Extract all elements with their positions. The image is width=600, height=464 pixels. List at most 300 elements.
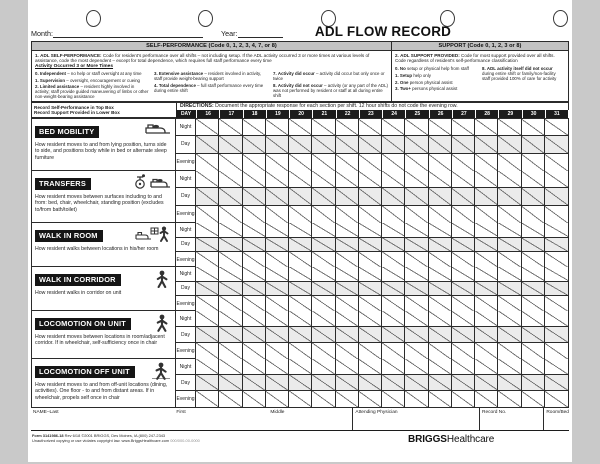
entry-cell[interactable]: [452, 188, 475, 204]
entry-cell[interactable]: [289, 391, 312, 407]
entry-cell[interactable]: [219, 296, 242, 311]
entry-cell[interactable]: [522, 119, 545, 135]
entry-cell[interactable]: [266, 136, 289, 152]
entry-cell[interactable]: [382, 136, 405, 152]
entry-cell[interactable]: [289, 223, 312, 237]
entry-cell[interactable]: [498, 296, 521, 311]
month-input-line[interactable]: [53, 37, 203, 38]
entry-cell[interactable]: [266, 359, 289, 374]
entry-cell[interactable]: [266, 343, 289, 359]
entry-cell[interactable]: [452, 223, 475, 237]
entry-cell[interactable]: [336, 188, 359, 204]
entry-cell[interactable]: [312, 188, 335, 204]
entry-cell[interactable]: [219, 171, 242, 187]
entry-cell[interactable]: [312, 359, 335, 374]
entry-cell[interactable]: [289, 311, 312, 326]
entry-cell[interactable]: [266, 119, 289, 135]
entry-cell[interactable]: [522, 223, 545, 237]
entry-cell[interactable]: [498, 343, 521, 359]
entry-cell[interactable]: [382, 375, 405, 390]
entry-cell[interactable]: [243, 119, 266, 135]
entry-cell[interactable]: [382, 188, 405, 204]
entry-cell[interactable]: [243, 311, 266, 326]
entry-cell[interactable]: [219, 391, 242, 407]
entry-cell[interactable]: [498, 375, 521, 390]
entry-cell[interactable]: [475, 238, 498, 252]
entry-cell[interactable]: [429, 359, 452, 374]
entry-cell[interactable]: [243, 359, 266, 374]
entry-cell[interactable]: [498, 311, 521, 326]
entry-cell[interactable]: [336, 171, 359, 187]
entry-cell[interactable]: [196, 267, 219, 281]
entry-cell[interactable]: [498, 188, 521, 204]
entry-cell[interactable]: [336, 327, 359, 342]
entry-cell[interactable]: [382, 119, 405, 135]
entry-cell[interactable]: [429, 327, 452, 342]
entry-cell[interactable]: [405, 296, 428, 311]
entry-cell[interactable]: [266, 223, 289, 237]
entry-cell[interactable]: [266, 375, 289, 390]
entry-cell[interactable]: [266, 391, 289, 407]
entry-cell[interactable]: [219, 327, 242, 342]
entry-cell[interactable]: [219, 311, 242, 326]
entry-cell[interactable]: [243, 154, 266, 171]
entry-cell[interactable]: [475, 171, 498, 187]
entry-cell[interactable]: [219, 343, 242, 359]
entry-cell[interactable]: [405, 238, 428, 252]
day-header-cell[interactable]: 26: [430, 110, 453, 118]
day-header-cell[interactable]: 24: [383, 110, 406, 118]
entry-cell[interactable]: [545, 343, 568, 359]
entry-cell[interactable]: [336, 359, 359, 374]
day-header-cell[interactable]: 16: [197, 110, 220, 118]
entry-cell[interactable]: [522, 252, 545, 267]
entry-cell[interactable]: [359, 171, 382, 187]
entry-cell[interactable]: [475, 311, 498, 326]
entry-cell[interactable]: [545, 311, 568, 326]
entry-cell[interactable]: [359, 223, 382, 237]
entry-cell[interactable]: [266, 238, 289, 252]
entry-cell[interactable]: [498, 119, 521, 135]
field-name-last[interactable]: [31, 408, 174, 430]
entry-cell[interactable]: [359, 359, 382, 374]
entry-cell[interactable]: [452, 119, 475, 135]
entry-cell[interactable]: [289, 171, 312, 187]
entry-cell[interactable]: [196, 327, 219, 342]
entry-cell[interactable]: [475, 119, 498, 135]
entry-cell[interactable]: [522, 154, 545, 171]
entry-cell[interactable]: [522, 136, 545, 152]
entry-cell[interactable]: [312, 391, 335, 407]
entry-cell[interactable]: [289, 119, 312, 135]
entry-cell[interactable]: [359, 188, 382, 204]
entry-cell[interactable]: [359, 327, 382, 342]
entry-cell[interactable]: [266, 154, 289, 171]
entry-cell[interactable]: [312, 136, 335, 152]
entry-cell[interactable]: [429, 136, 452, 152]
entry-cell[interactable]: [545, 206, 568, 223]
entry-cell[interactable]: [336, 296, 359, 311]
entry-cell[interactable]: [429, 238, 452, 252]
entry-cell[interactable]: [196, 359, 219, 374]
entry-cell[interactable]: [289, 327, 312, 342]
entry-cell[interactable]: [429, 206, 452, 223]
entry-cell[interactable]: [475, 282, 498, 296]
entry-cell[interactable]: [219, 375, 242, 390]
entry-cell[interactable]: [336, 238, 359, 252]
entry-cell[interactable]: [545, 238, 568, 252]
entry-cell[interactable]: [243, 136, 266, 152]
entry-cell[interactable]: [522, 188, 545, 204]
entry-cell[interactable]: [312, 282, 335, 296]
entry-cell[interactable]: [359, 119, 382, 135]
entry-cell[interactable]: [475, 359, 498, 374]
entry-cell[interactable]: [243, 238, 266, 252]
entry-cell[interactable]: [498, 238, 521, 252]
entry-cell[interactable]: [475, 154, 498, 171]
entry-cell[interactable]: [452, 327, 475, 342]
entry-cell[interactable]: [545, 154, 568, 171]
entry-cell[interactable]: [196, 223, 219, 237]
field-room-bed[interactable]: [543, 408, 569, 430]
entry-cell[interactable]: [382, 171, 405, 187]
entry-cell[interactable]: [359, 311, 382, 326]
entry-cell[interactable]: [359, 391, 382, 407]
entry-cell[interactable]: [243, 343, 266, 359]
entry-cell[interactable]: [429, 171, 452, 187]
entry-cell[interactable]: [219, 359, 242, 374]
entry-cell[interactable]: [475, 188, 498, 204]
entry-cell[interactable]: [289, 282, 312, 296]
entry-cell[interactable]: [429, 296, 452, 311]
entry-cell[interactable]: [498, 391, 521, 407]
entry-cell[interactable]: [498, 223, 521, 237]
entry-cell[interactable]: [196, 154, 219, 171]
entry-cell[interactable]: [266, 206, 289, 223]
entry-cell[interactable]: [312, 327, 335, 342]
entry-cell[interactable]: [289, 188, 312, 204]
entry-cell[interactable]: [266, 296, 289, 311]
field-record-no[interactable]: [479, 408, 543, 430]
entry-cell[interactable]: [545, 119, 568, 135]
entry-cell[interactable]: [382, 154, 405, 171]
entry-cell[interactable]: [289, 343, 312, 359]
entry-cell[interactable]: [382, 267, 405, 281]
entry-cell[interactable]: [429, 223, 452, 237]
entry-cell[interactable]: [498, 206, 521, 223]
entry-cell[interactable]: [382, 359, 405, 374]
entry-cell[interactable]: [452, 206, 475, 223]
entry-cell[interactable]: [382, 296, 405, 311]
entry-cell[interactable]: [312, 296, 335, 311]
entry-cell[interactable]: [498, 282, 521, 296]
entry-cell[interactable]: [312, 223, 335, 237]
entry-cell[interactable]: [452, 136, 475, 152]
entry-cell[interactable]: [452, 154, 475, 171]
entry-cell[interactable]: [405, 311, 428, 326]
entry-cell[interactable]: [266, 188, 289, 204]
entry-cell[interactable]: [266, 267, 289, 281]
entry-cell[interactable]: [243, 391, 266, 407]
entry-cell[interactable]: [522, 391, 545, 407]
entry-cell[interactable]: [452, 391, 475, 407]
entry-cell[interactable]: [196, 238, 219, 252]
entry-cell[interactable]: [475, 391, 498, 407]
entry-cell[interactable]: [429, 267, 452, 281]
entry-cell[interactable]: [405, 188, 428, 204]
entry-cell[interactable]: [429, 154, 452, 171]
entry-cell[interactable]: [405, 136, 428, 152]
entry-cell[interactable]: [498, 267, 521, 281]
entry-cell[interactable]: [336, 391, 359, 407]
entry-cell[interactable]: [545, 296, 568, 311]
entry-cell[interactable]: [522, 206, 545, 223]
entry-cell[interactable]: [545, 267, 568, 281]
entry-cell[interactable]: [219, 188, 242, 204]
entry-cell[interactable]: [405, 282, 428, 296]
entry-cell[interactable]: [336, 206, 359, 223]
entry-cell[interactable]: [475, 375, 498, 390]
field-first[interactable]: [174, 408, 268, 430]
entry-cell[interactable]: [312, 119, 335, 135]
entry-cell[interactable]: [359, 296, 382, 311]
entry-cell[interactable]: [405, 267, 428, 281]
entry-cell[interactable]: [429, 311, 452, 326]
entry-cell[interactable]: [498, 359, 521, 374]
entry-cell[interactable]: [522, 296, 545, 311]
entry-cell[interactable]: [289, 375, 312, 390]
entry-cell[interactable]: [429, 282, 452, 296]
entry-cell[interactable]: [243, 252, 266, 267]
entry-cell[interactable]: [196, 136, 219, 152]
entry-cell[interactable]: [382, 282, 405, 296]
entry-cell[interactable]: [219, 223, 242, 237]
entry-cell[interactable]: [405, 252, 428, 267]
entry-cell[interactable]: [475, 343, 498, 359]
entry-cell[interactable]: [289, 154, 312, 171]
entry-cell[interactable]: [522, 359, 545, 374]
entry-cell[interactable]: [382, 223, 405, 237]
entry-cell[interactable]: [475, 267, 498, 281]
entry-cell[interactable]: [452, 343, 475, 359]
entry-cell[interactable]: [243, 282, 266, 296]
entry-cell[interactable]: [359, 375, 382, 390]
entry-cell[interactable]: [312, 267, 335, 281]
entry-cell[interactable]: [522, 267, 545, 281]
entry-cell[interactable]: [243, 188, 266, 204]
entry-cell[interactable]: [266, 311, 289, 326]
entry-cell[interactable]: [498, 252, 521, 267]
entry-cell[interactable]: [336, 343, 359, 359]
entry-cell[interactable]: [475, 296, 498, 311]
entry-cell[interactable]: [359, 282, 382, 296]
entry-cell[interactable]: [312, 311, 335, 326]
day-header-cell[interactable]: 23: [360, 110, 383, 118]
entry-cell[interactable]: [359, 343, 382, 359]
entry-cell[interactable]: [405, 154, 428, 171]
day-header-cell[interactable]: 19: [267, 110, 290, 118]
entry-cell[interactable]: [522, 343, 545, 359]
entry-cell[interactable]: [266, 252, 289, 267]
entry-cell[interactable]: [266, 171, 289, 187]
entry-cell[interactable]: [196, 282, 219, 296]
entry-cell[interactable]: [196, 296, 219, 311]
day-header-cell[interactable]: 25: [406, 110, 429, 118]
entry-cell[interactable]: [452, 238, 475, 252]
entry-cell[interactable]: [196, 171, 219, 187]
entry-cell[interactable]: [522, 238, 545, 252]
entry-cell[interactable]: [429, 188, 452, 204]
entry-cell[interactable]: [196, 119, 219, 135]
day-header-cell[interactable]: 30: [523, 110, 546, 118]
entry-cell[interactable]: [475, 223, 498, 237]
entry-cell[interactable]: [452, 359, 475, 374]
entry-cell[interactable]: [429, 343, 452, 359]
day-header-cell[interactable]: 21: [313, 110, 336, 118]
entry-cell[interactable]: [196, 188, 219, 204]
day-header-cell[interactable]: 18: [244, 110, 267, 118]
entry-cell[interactable]: [382, 206, 405, 223]
entry-cell[interactable]: [545, 282, 568, 296]
entry-cell[interactable]: [405, 171, 428, 187]
day-header-cell[interactable]: 17: [220, 110, 243, 118]
entry-cell[interactable]: [289, 296, 312, 311]
entry-cell[interactable]: [312, 238, 335, 252]
entry-cell[interactable]: [219, 154, 242, 171]
field-middle[interactable]: [268, 408, 352, 430]
entry-cell[interactable]: [405, 375, 428, 390]
entry-cell[interactable]: [475, 136, 498, 152]
entry-cell[interactable]: [452, 311, 475, 326]
entry-cell[interactable]: [382, 327, 405, 342]
entry-cell[interactable]: [545, 252, 568, 267]
year-input-line[interactable]: [238, 37, 283, 38]
entry-cell[interactable]: [359, 206, 382, 223]
entry-cell[interactable]: [545, 327, 568, 342]
entry-cell[interactable]: [289, 252, 312, 267]
entry-cell[interactable]: [405, 223, 428, 237]
entry-cell[interactable]: [243, 267, 266, 281]
entry-cell[interactable]: [382, 311, 405, 326]
entry-cell[interactable]: [429, 252, 452, 267]
entry-cell[interactable]: [359, 267, 382, 281]
entry-cell[interactable]: [545, 375, 568, 390]
entry-cell[interactable]: [243, 223, 266, 237]
day-header-cell[interactable]: 29: [499, 110, 522, 118]
entry-cell[interactable]: [545, 171, 568, 187]
entry-cell[interactable]: [452, 267, 475, 281]
entry-cell[interactable]: [452, 252, 475, 267]
day-header-cell[interactable]: 27: [453, 110, 476, 118]
entry-cell[interactable]: [196, 343, 219, 359]
entry-cell[interactable]: [312, 375, 335, 390]
entry-cell[interactable]: [498, 171, 521, 187]
entry-cell[interactable]: [405, 206, 428, 223]
entry-cell[interactable]: [312, 171, 335, 187]
entry-cell[interactable]: [219, 206, 242, 223]
entry-cell[interactable]: [382, 391, 405, 407]
entry-cell[interactable]: [289, 359, 312, 374]
entry-cell[interactable]: [452, 171, 475, 187]
entry-cell[interactable]: [359, 238, 382, 252]
entry-cell[interactable]: [405, 119, 428, 135]
entry-cell[interactable]: [522, 327, 545, 342]
entry-cell[interactable]: [219, 267, 242, 281]
entry-cell[interactable]: [382, 238, 405, 252]
entry-cell[interactable]: [522, 171, 545, 187]
entry-cell[interactable]: [196, 391, 219, 407]
entry-cell[interactable]: [522, 311, 545, 326]
entry-cell[interactable]: [243, 296, 266, 311]
entry-cell[interactable]: [359, 136, 382, 152]
entry-cell[interactable]: [452, 375, 475, 390]
entry-cell[interactable]: [545, 136, 568, 152]
entry-cell[interactable]: [312, 252, 335, 267]
entry-cell[interactable]: [336, 252, 359, 267]
entry-cell[interactable]: [243, 375, 266, 390]
entry-cell[interactable]: [429, 375, 452, 390]
entry-cell[interactable]: [336, 267, 359, 281]
entry-cell[interactable]: [475, 327, 498, 342]
entry-cell[interactable]: [429, 119, 452, 135]
entry-cell[interactable]: [545, 188, 568, 204]
entry-cell[interactable]: [522, 375, 545, 390]
entry-cell[interactable]: [545, 223, 568, 237]
entry-cell[interactable]: [289, 238, 312, 252]
entry-cell[interactable]: [312, 343, 335, 359]
day-header-cell[interactable]: 28: [476, 110, 499, 118]
entry-cell[interactable]: [405, 343, 428, 359]
entry-cell[interactable]: [545, 359, 568, 374]
entry-cell[interactable]: [498, 154, 521, 171]
entry-cell[interactable]: [405, 391, 428, 407]
entry-cell[interactable]: [498, 136, 521, 152]
entry-cell[interactable]: [452, 296, 475, 311]
entry-cell[interactable]: [336, 154, 359, 171]
entry-cell[interactable]: [336, 282, 359, 296]
entry-cell[interactable]: [359, 252, 382, 267]
entry-cell[interactable]: [498, 327, 521, 342]
entry-cell[interactable]: [382, 252, 405, 267]
entry-cell[interactable]: [196, 311, 219, 326]
entry-cell[interactable]: [405, 359, 428, 374]
entry-cell[interactable]: [219, 252, 242, 267]
entry-cell[interactable]: [452, 282, 475, 296]
entry-cell[interactable]: [219, 119, 242, 135]
entry-cell[interactable]: [429, 391, 452, 407]
day-header-cell[interactable]: 22: [337, 110, 360, 118]
entry-cell[interactable]: [475, 252, 498, 267]
entry-cell[interactable]: [312, 206, 335, 223]
entry-cell[interactable]: [289, 136, 312, 152]
entry-cell[interactable]: [336, 119, 359, 135]
entry-cell[interactable]: [219, 238, 242, 252]
entry-cell[interactable]: [359, 154, 382, 171]
entry-cell[interactable]: [243, 206, 266, 223]
entry-cell[interactable]: [545, 391, 568, 407]
day-header-cell[interactable]: 20: [290, 110, 313, 118]
entry-cell[interactable]: [289, 206, 312, 223]
entry-cell[interactable]: [196, 252, 219, 267]
entry-cell[interactable]: [219, 282, 242, 296]
entry-cell[interactable]: [243, 327, 266, 342]
entry-cell[interactable]: [243, 171, 266, 187]
entry-cell[interactable]: [475, 206, 498, 223]
entry-cell[interactable]: [219, 136, 242, 152]
entry-cell[interactable]: [382, 343, 405, 359]
entry-cell[interactable]: [266, 282, 289, 296]
entry-cell[interactable]: [336, 375, 359, 390]
